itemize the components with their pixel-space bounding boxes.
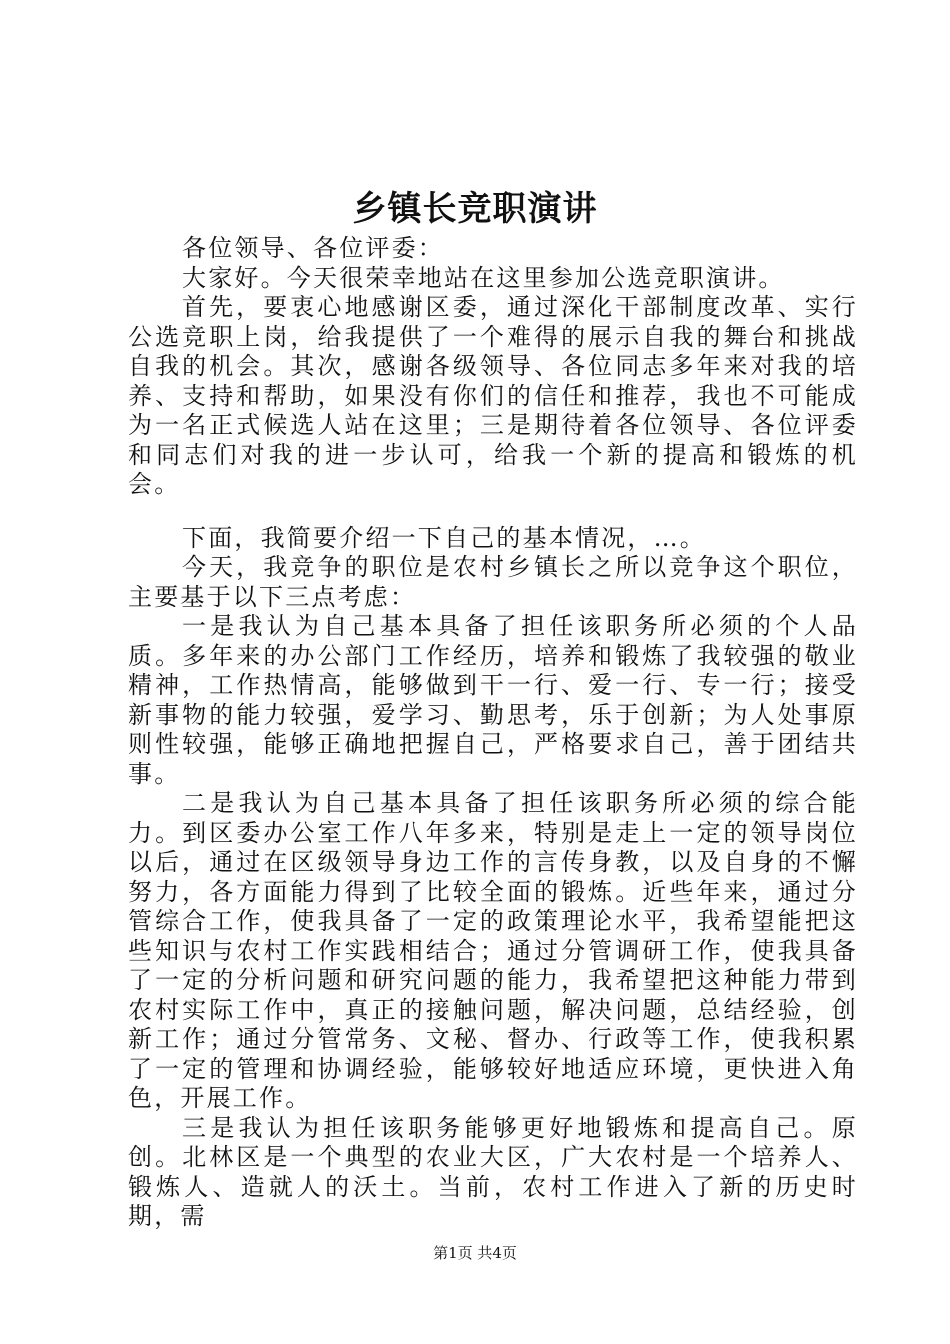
document-body	[128, 234, 858, 1232]
page-footer: 第1页 共4页	[433, 1244, 517, 1262]
reason-two-paragraph: 二是我认为自己基本具备了担任该职务所必须的综合能力。到区委办公室工作八年多来，特别是走上一定的领导岗位以后，通过在区级领导身边工作的言传身教，以及自身的不懈努力，各方面能力得到了比较全面的锻炼。近些年来，通过分管综合工作，使我具备了一定的政策理论水平，我希望能把这些知识与农村工作实践相结合；通过分管调研工作，使我具备了一定的分析问题和研究问题的能力，我希望把这种能力带到农村实际工作中，真正的接触问题，解决问题，总结经验，创新工作；通过分管常务、文秘、督办、行政等工作，使我积累了一定的管理和协调经验，能够较好地适应环境，更快进入角色，开展工作。	[128, 789, 858, 1112]
salutation-paragraph: 各位领导、各位评委：	[182, 234, 444, 262]
reason-one-paragraph: 一是我认为自己基本具备了担任该职务所必须的个人品质。多年来的办公部门工作经历，培养和锻炼了我较强的敬业精神，工作热情高，能够做到干一行、爱一行、专一行；接受新事物的能力较强，爱学习、勤思考，乐于创新；为人处事原则性较强，能够正确地把握自己，严格要求自己，善于团结共事。	[128, 612, 858, 788]
reason-three-paragraph: 三是我认为担任该职务能够更好地锻炼和提高自己。原创。北林区是一个典型的农业大区，广大农村是一个培养人、锻炼人、造就人的沃土。当前，农村工作进入了新的历史时期，需	[128, 1113, 858, 1230]
greeting-paragraph: 大家好。今天很荣幸地站在这里参加公选竞职演讲。	[182, 263, 785, 292]
document-title: 乡镇长竞职演讲	[352, 189, 598, 229]
position-paragraph: 今天，我竞争的职位是农村乡镇长之所以竞争这个职位，主要基于以下三点考虑：	[128, 553, 858, 611]
thanks-paragraph: 首先，要衷心地感谢区委，通过深化干部制度改革、实行公选竞职上岗，给我提供了一个难得的展示自我的舞台和挑战自我的机会。其次，感谢各级领导、各位同志多年来对我的培养、支持和帮助，如果没有你们的信任和推荐，我也不可能成为一名正式候选人站在这里；三是期待着各位领导、各位评委和同志们对我的进一步认可，给我一个新的提高和锻炼的机会。	[128, 293, 858, 498]
introduction-paragraph: 下面，我简要介绍一下自己的基本情况，…。	[182, 523, 706, 552]
